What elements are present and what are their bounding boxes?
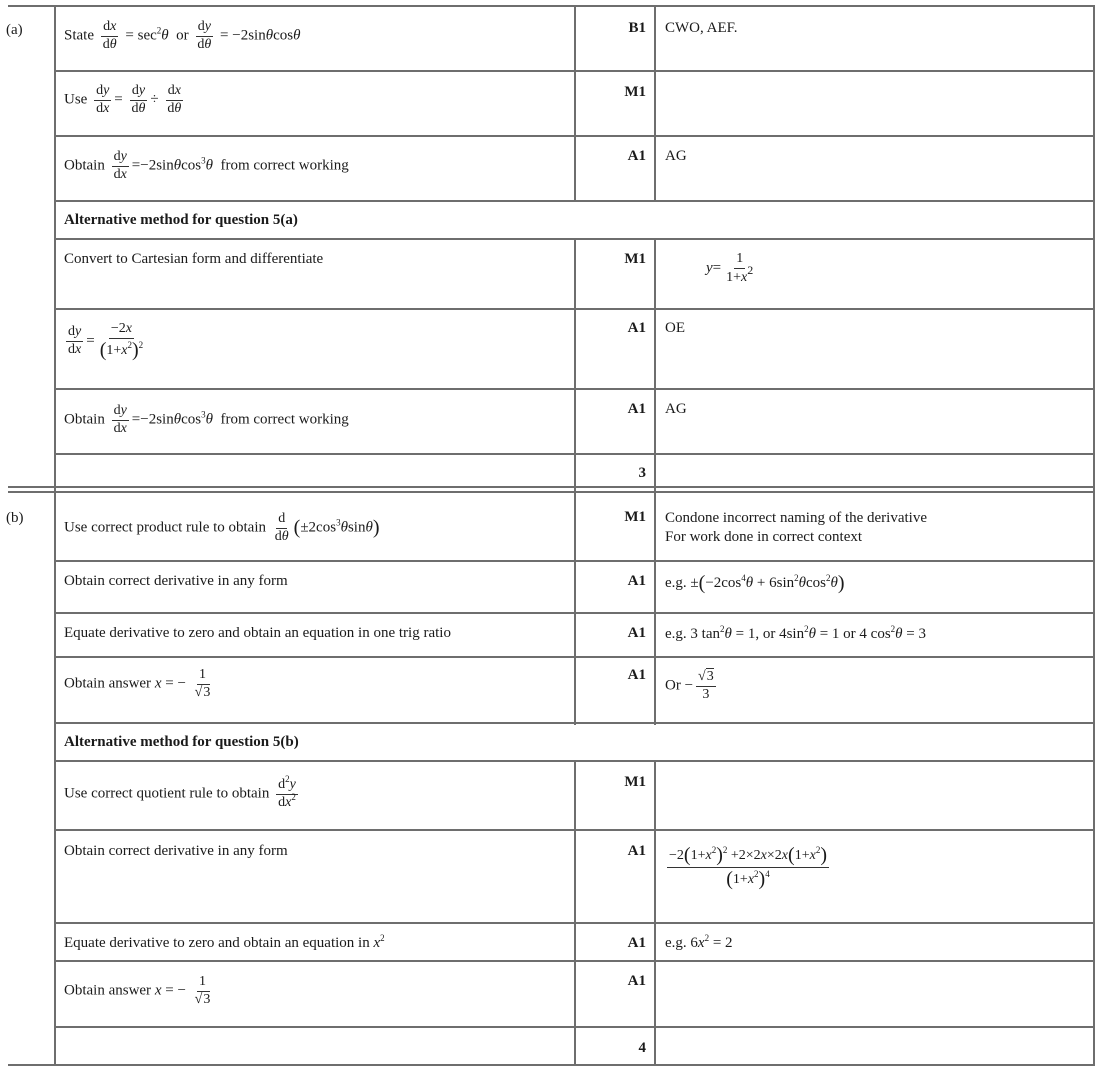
table-border-right — [1093, 5, 1095, 1066]
step-joiner: or — [176, 27, 189, 44]
step-convert-cartesian: Convert to Cartesian form and differentiate — [64, 251, 324, 267]
comment-prefix: Or — [665, 677, 681, 694]
alt-answer-fraction: $\frac{√3}{3}$ — [698, 669, 714, 702]
mark-b1: B1 — [628, 20, 646, 36]
col-divider-marks — [574, 760, 576, 1066]
dy-dtheta-fraction: $\frac{dy}{d\theta}$ — [197, 19, 212, 52]
step-dydx-cartesian: $\frac{dy}{dx}$ = $\frac{-2x}{(1+x^2)^2}$ — [68, 321, 144, 361]
comment-ag: AG — [665, 401, 687, 417]
total-marks-a: 3 — [638, 465, 646, 481]
comment-derivative-example: e.g. $\pm(-2\cos^4\theta + 6\sin^2\theta\cos^2\theta)$ — [665, 572, 845, 594]
step-obtain-dydx: Obtain $\frac{dy}{dx}$ =−2sinθcos$^3$θ from correct working — [64, 403, 349, 436]
mark-a1: A1 — [627, 401, 646, 417]
step-equate-zero-x2: Equate derivative to zero and obtain an equation in $x^2$ — [64, 933, 385, 951]
step-text: Use correct quotient rule to obtain — [64, 785, 270, 802]
mark-m1: M1 — [624, 84, 646, 100]
mark-a1: A1 — [627, 935, 646, 951]
comment-cwo-aef: CWO, AEF. — [665, 20, 738, 36]
step-obtain-answer: Obtain answer x = − $\frac{1}{√3}$ — [64, 974, 211, 1007]
mark-m1: M1 — [624, 774, 646, 790]
step-equate-zero: Equate derivative to zero and obtain an equation in one trig ratio — [64, 625, 451, 641]
dy-dtheta-fraction: $\frac{dy}{d\theta}$ — [131, 83, 146, 116]
comment-quotient-result — [664, 845, 832, 890]
dy-dx-fraction: $\frac{dy}{dx}$ — [113, 149, 127, 182]
step-obtain-dydx: Obtain $\frac{dy}{dx}$ =−2sinθcos$^3$θ from correct working — [64, 149, 349, 182]
part-separator — [8, 486, 1095, 488]
mark-m1: M1 — [624, 509, 646, 525]
comment-alt-answer: Or − $\frac{√3}{3}$ — [665, 669, 714, 702]
row-divider — [55, 200, 1095, 202]
step-obtain-derivative: Obtain correct derivative in any form — [64, 843, 288, 859]
mark-a1: A1 — [627, 667, 646, 683]
comment-oe: OE — [665, 320, 685, 336]
alt-heading-5a: Alternative method for question 5(a) — [64, 212, 298, 228]
step-quotient-rule — [64, 774, 301, 810]
step-text: Use correct product rule to obtain — [64, 519, 267, 536]
dy-dx-fraction: $\frac{dy}{dx}$ — [96, 83, 110, 116]
step-text: Obtain answer — [64, 982, 152, 999]
step-state-derivatives: State $\frac{dx}{d\theta}$ = $\sec^2\theta$ or $\frac{dy}{d\theta}$ = −2sinθcosθ — [64, 19, 301, 52]
col-divider-comments — [654, 760, 656, 1066]
comment-x2-equation: e.g. $6x^2 = 2$ — [665, 933, 733, 951]
mark-a1: A1 — [627, 843, 646, 859]
part-label-b: (b) — [6, 510, 24, 526]
mark-a1: A1 — [627, 625, 646, 641]
table-border-bottom — [8, 1064, 1095, 1066]
dydx-cartesian-fraction: $\frac{-2x}{(1+x^2)^2}$ — [99, 321, 144, 361]
mark-a1: A1 — [627, 973, 646, 989]
comment-cartesian-y: y= $\frac{1}{1+x^2}$ — [706, 251, 754, 285]
second-derivative-fraction: $\frac{d^2y}{dx^2}$ — [278, 774, 296, 810]
part-label-a: (a) — [6, 22, 23, 38]
dy-dx-fraction: $\frac{dy}{dx}$ — [113, 403, 127, 436]
answer-fraction: $\frac{1}{√3}$ — [194, 667, 211, 700]
step-prefix: Obtain — [64, 157, 105, 174]
mark-a1: A1 — [627, 573, 646, 589]
comment-line: Condone incorrect naming of the derivative — [665, 510, 927, 526]
dx-dtheta-fraction: $\frac{dx}{d\theta}$ — [102, 19, 117, 52]
mark-a1: A1 — [627, 320, 646, 336]
answer-fraction: $\frac{1}{√3}$ — [194, 974, 211, 1007]
y-cartesian-fraction: $\frac{1}{1+x^2}$ — [726, 251, 754, 285]
step-obtain-answer: Obtain answer x = − $\frac{1}{√3}$ — [64, 667, 211, 700]
step-text: Equate derivative to zero and obtain an equation in — [64, 935, 370, 951]
dy-dx-fraction: $\frac{dy}{dx}$ — [68, 324, 82, 357]
mark-a1: A1 — [627, 148, 646, 164]
col-divider-label — [54, 5, 56, 1066]
comment-trig-equation: e.g. 3 $\tan^2\theta = 1$, or $4\sin^2\theta = 1$ or 4 $\cos^2\theta = 3$ — [665, 624, 926, 642]
comment-line: For work done in correct context — [665, 528, 863, 545]
alt-heading-5b: Alternative method for question 5(b) — [64, 734, 299, 750]
table-border-top — [8, 5, 1095, 7]
comment-ag: AG — [665, 148, 687, 164]
quotient-result-fraction: $\frac{-2(1+x^2)^2 +2\times 2x\times 2x(1+x^2)}{(1+x^2)^4}$ — [669, 844, 827, 890]
total-marks-b: 4 — [638, 1040, 646, 1056]
col-divider-marks — [574, 238, 576, 725]
step-suffix: from correct working — [220, 157, 349, 174]
step-prefix: Obtain — [64, 411, 105, 428]
step-use-chain-rule: Use $\frac{dy}{dx}$ = $\frac{dy}{d\theta}$ ÷ $\frac{dx}{d\theta}$ — [64, 83, 182, 116]
step-product-rule: Use correct product rule to obtain $\frac{d}{d\theta}$ $(\pm 2\cos^3\theta\sin\theta)$ — [64, 511, 380, 544]
step-prefix: Use — [64, 91, 88, 108]
part-separator — [8, 491, 1095, 493]
d-dtheta-operator: $\frac{d}{d\theta}$ — [274, 511, 289, 544]
comment-condone — [665, 509, 927, 547]
step-suffix: from correct working — [220, 411, 349, 428]
step-prefix: State — [64, 27, 94, 44]
col-divider-comments — [654, 238, 656, 725]
step-text: Obtain answer — [64, 675, 152, 692]
col-divider-comments — [654, 5, 656, 200]
mark-m1: M1 — [624, 251, 646, 267]
step-obtain-derivative: Obtain correct derivative in any form — [64, 573, 288, 589]
dx-dtheta-fraction: $\frac{dx}{d\theta}$ — [167, 83, 182, 116]
